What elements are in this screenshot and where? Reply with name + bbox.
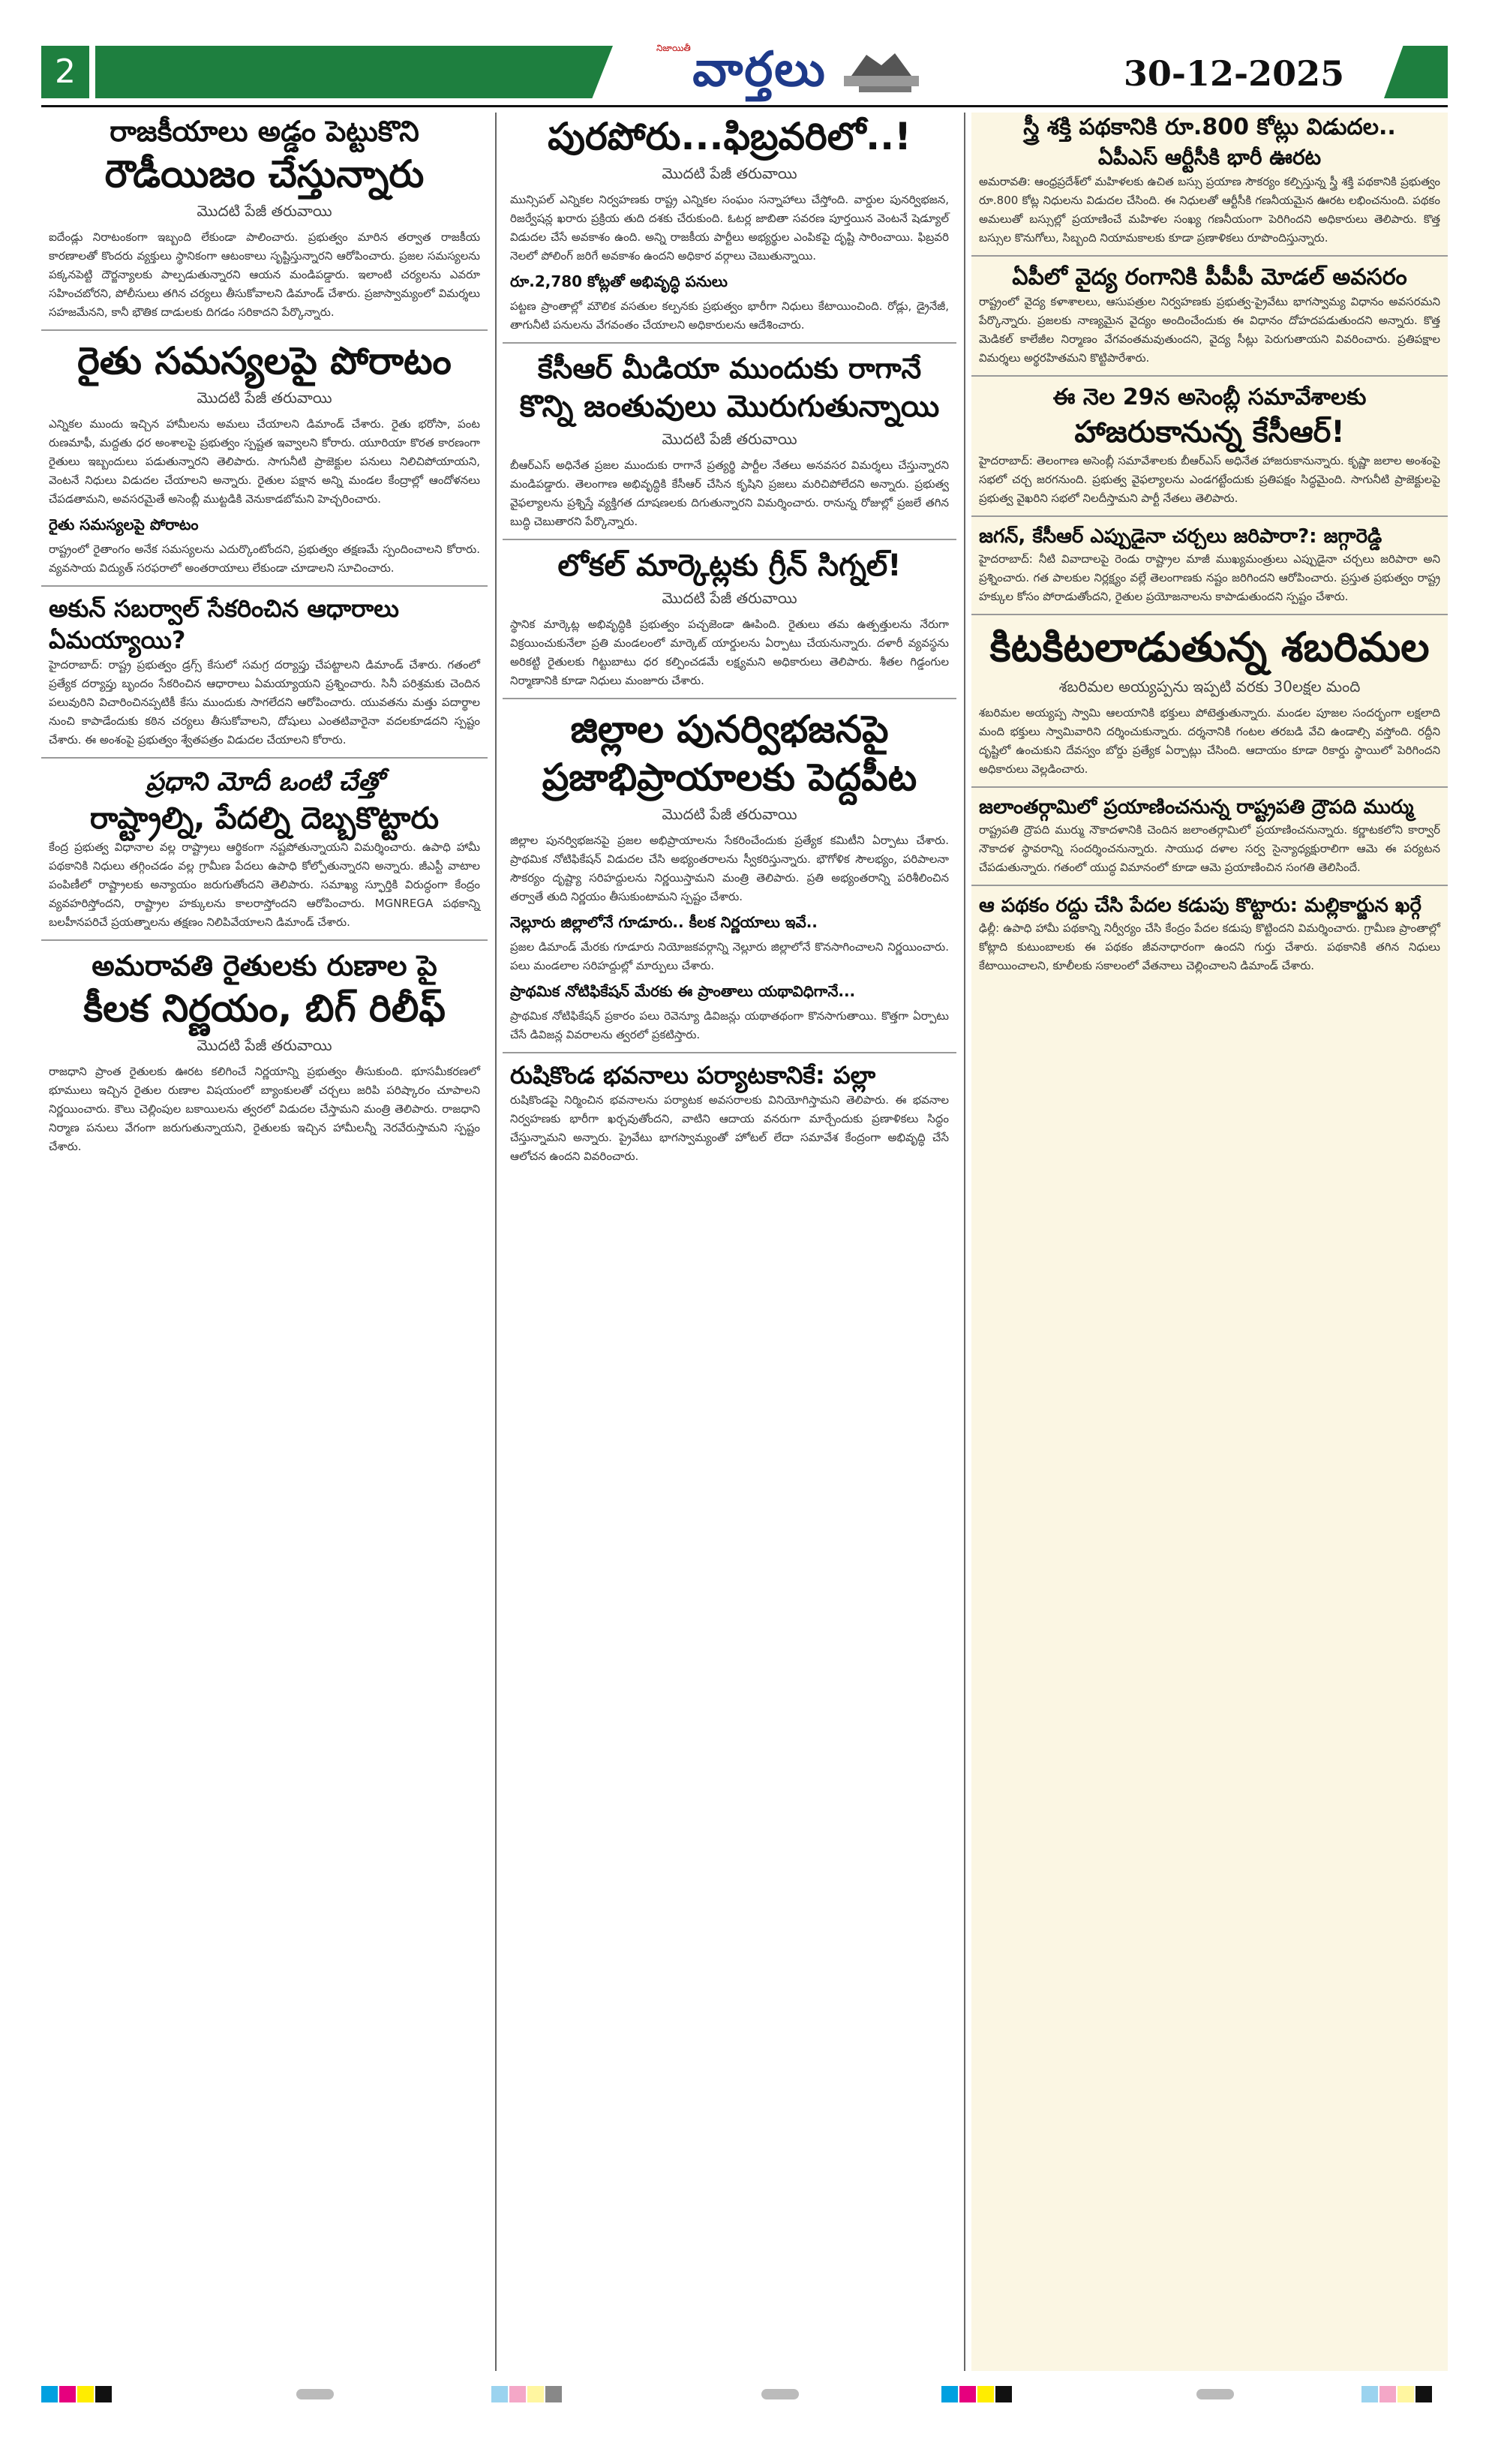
story-divider	[41, 329, 488, 331]
article-kcr-media	[503, 350, 956, 531]
article-headline: రైతు సమస్యలపై పోరాటం	[77, 339, 452, 383]
article-headline: లోకల్ మార్కెట్లకు గ్రీన్ సిగ్నల్!	[557, 548, 902, 583]
article-akun-sabharwal	[41, 593, 488, 750]
column-divider	[495, 113, 497, 2371]
article-sabarimala	[971, 621, 1448, 779]
story-divider	[971, 786, 1448, 788]
color-swatch	[1361, 2386, 1378, 2402]
page-number: 2	[41, 46, 89, 98]
article-rowdyism	[41, 113, 488, 322]
story-divider	[971, 255, 1448, 257]
masthead-figure-icon	[836, 47, 926, 97]
article-rushikonda	[503, 1059, 956, 1166]
story-divider	[971, 614, 1448, 615]
article-body: మున్సిపల్ ఎన్నికల నిర్వహణకు రాష్ట్ర ఎన్నికల సంఘం సన్నాహాలు చేస్తోంది. వార్డుల పునర్విభజన, రిజర్వేషన్ల ఖరారు ప్రక్రియ తుది దశకు చేరుకుంది. ఓటర్ల జాబితా సవరణ పూర్తయిన వెంటనే షెడ్యూల్ విడుదల చేసే అవకాశం ఉంది. అన్ని రాజకీయ పార్టీలు అభ్యర్థుల ఎంపికపై దృష్టి సారించాయి. ఫిబ్రవరి నెలలో పోలింగ్ జరిగే అవకాశం ఉందని అధికార వర్గాలు చెబుతున్నాయి.	[510, 193, 949, 263]
column-middle	[503, 113, 956, 2371]
story-divider	[503, 1052, 956, 1053]
article-byline: మొదటి పేజీ తరువాయి	[197, 389, 332, 407]
article-byline: మొదటి పేజీ తరువాయి	[662, 805, 797, 823]
article-headline: రౌడీయిజం చేస్తున్నారు	[104, 152, 425, 196]
article-body: ఎన్నికల ముందు ఇచ్చిన హామీలను అమలు చేయాలని డిమాండ్ చేశారు. రైతు భరోసా, పంట రుణమాఫీ, మద్దతు ధర అంశాలపై ప్రభుత్వం స్పష్టత ఇవ్వాలని కోరారు. యూరియా కొరత కారణంగా రైతులు ఇబ్బందులు పడుతున్నారని తెలిపారు. సాగునీటి ప్రాజెక్టుల పనులు నిలిచిపోయాయని, వెంటనే నిధులు విడుదల చేయాలని అన్నారు. రైతుల పక్షాన అన్ని మండల కేంద్రాల్లో ఆందోళనలు చేపడతామని, అవసరమైతే అసెంబ్లీ ముట్టడికి వెనుకాడబోమని హెచ్చరించారు.	[49, 417, 480, 506]
article-byline: మొదటి పేజీ తరువాయి	[662, 589, 797, 607]
article-body: హైదరాబాద్: రాష్ట్ర ప్రభుత్వం డ్రగ్స్ కేసులో సమగ్ర దర్యాప్తు చేపట్టాలని డిమాండ్ చేశారు. గతంలో ప్రత్యేక దర్యాప్తు బృందం సేకరించిన ఆధారాలు ఏమయ్యాయని ప్రశ్నించారు. సినీ పరిశ్రమకు చెందిన పలువురిని విచారించినప్పటికీ కేసు ముందుకు సాగలేదని ఆరోపించారు. యువతను మత్తు పదార్థాల నుంచి కాపాడేందుకు కఠిన చర్యలు తీసుకోవాలని, దోషులు ఎంతటివారైనా వదలకూడదని స్పష్టం చేశారు. ఈ అంశంపై ప్రభుత్వం శ్వేతపత్రం విడుదల చేయాలని కోరారు.	[49, 658, 480, 747]
article-body: అమరావతి: ఆంధ్రప్రదేశ్‌లో మహిళలకు ఉచిత బస్సు ప్రయాణ సౌకర్యం కల్పిస్తున్న స్త్రీ శక్తి పథకానికి ప్రభుత్వం రూ.800 కోట్ల నిధులను విడుదల చేసింది. ఈ నిధులతో ఆర్టీసీకి గణనీయమైన ఊరట లభించనుంది. పథకం అమలుతో బస్సుల్లో ప్రయాణించే మహిళల సంఖ్య గణనీయంగా పెరిగిందని అధికారులు తెలిపారు. కొత్త బస్సుల కొనుగోలు, సిబ్బంది నియామకాలకు కూడా ప్రణాళికలు రూపొందిస్తున్నారు.	[979, 175, 1440, 245]
registration-mark	[1196, 2389, 1234, 2399]
color-swatch	[77, 2386, 94, 2402]
color-swatch	[941, 2386, 958, 2402]
article-headline-top: స్త్రీ శక్తి పథకానికి రూ.800 కోట్లు విడుదల..	[1023, 114, 1396, 140]
color-swatch	[59, 2386, 76, 2402]
story-divider	[41, 939, 488, 941]
issue-date: 30-12-2025	[1123, 53, 1345, 94]
article-farmers-fight	[41, 337, 488, 578]
column-divider	[964, 113, 965, 2371]
color-swatch	[545, 2386, 562, 2402]
article-body: రాష్ట్రపతి ద్రౌపది ముర్ము నౌకాదళానికి చెందిన జలాంతర్గామిలో ప్రయాణించనున్నారు. కర్ణాటకలోని కార్వార్ నౌకాదళ స్థావరాన్ని సందర్శించనున్నారు. సాయుధ దళాల సర్వ సైన్యాధ్యక్షురాలిగా ఆమె ఈ పర్యటన చేపడుతున్నారు. గతంలో యుద్ధ విమానంలో కూడా ఆమె ప్రయాణించిన సంగతి తెలిసిందే.	[979, 823, 1440, 874]
color-swatch	[1415, 2386, 1432, 2402]
story-divider	[971, 375, 1448, 377]
article-headline: రాష్ట్రాల్ని, పేదల్ని దెబ్బకొట్టారు	[89, 801, 440, 836]
color-swatch	[959, 2386, 976, 2402]
color-swatch	[977, 2386, 994, 2402]
article-byline: మొదటి పేజీ తరువాయి	[662, 164, 797, 182]
article-subhead-2: ప్రాథమిక నోటిఫికేషన్ మేరకు ఈ ప్రాంతాలు యథావిధిగానే...	[510, 982, 856, 1000]
color-swatch	[41, 2386, 58, 2402]
article-kcr-assembly	[971, 383, 1448, 508]
registration-mark	[761, 2389, 799, 2399]
article-byline: మొదటి పేజీ తరువాయి	[197, 202, 332, 220]
color-swatch	[527, 2386, 544, 2402]
article-modi-states	[41, 765, 488, 932]
article-body: ఢిల్లీ: ఉపాధి హామీ పథకాన్ని నిర్వీర్యం చేసి కేంద్రం పేదల కడుపు కొట్టిందని విమర్శించారు. గ్రామీణ ప్రాంతాల్లో కోట్లాది కుటుంబాలకు ఈ పథకం జీవనాధారంగా ఉందని గుర్తు చేశారు. పథకానికి తగిన నిధులు కేటాయించాలని, కూలీలకు సకాలంలో వేతనాలు చెల్లించాలని డిమాండ్ చేశారు.	[979, 921, 1440, 972]
header-rule	[41, 105, 1448, 107]
article-ppp-medical	[971, 263, 1448, 368]
article-stree-shakti	[971, 113, 1448, 248]
article-body: కేంద్ర ప్రభుత్వ విధానాల వల్ల రాష్ట్రాలు ఆర్థికంగా నష్టపోతున్నాయని విమర్శించారు. ఉపాధి హామీ పథకానికి నిధులు తగ్గించడం వల్ల గ్రామీణ పేదలు ఉపాధి కోల్పోతున్నారని అన్నారు. జీఎస్టీ వాటాల పంపిణీలో రాష్ట్రాలకు అన్యాయం జరుగుతోందని తెలిపారు. సమాఖ్య స్ఫూర్తికి విరుద్ధంగా కేంద్రం వ్యవహరిస్తోందని, రాష్ట్రాల హక్కులను కాలరాస్తోందని ఆరోపించారు. MGNREGA పథకాన్ని బలహీనపరిచే ప్రయత్నాలను తక్షణం నిలిపివేయాలని డిమాండ్ చేశారు.	[49, 840, 480, 929]
story-divider	[971, 515, 1448, 517]
story-divider	[41, 757, 488, 759]
article-headline: రుషికొండ భవనాలు పర్యాటకానికే: పల్లా	[510, 1061, 876, 1089]
color-swatch	[995, 2386, 1012, 2402]
article-body: హైదరాబాద్: నీటి వివాదాలపై రెండు రాష్ట్రాల మాజీ ముఖ్యమంత్రులు ఎప్పుడైనా చర్చలు జరిపారా అని ప్రశ్నించారు. గత పాలకుల నిర్లక్ష్యం వల్లే తెలంగాణకు నష్టం జరిగిందని ఆరోపించారు. ప్రస్తుత ప్రభుత్వం రాష్ట్ర హక్కుల కోసం పోరాడుతోందని, రైతుల ప్రయోజనాలను కాపాడుతుందని స్పష్టం చేశారు.	[979, 552, 1440, 603]
color-swatch	[95, 2386, 112, 2402]
article-subhead: రైతు సమస్యలపై పోరాటం	[49, 515, 199, 533]
article-local-markets	[503, 546, 956, 690]
color-swatch	[1379, 2386, 1396, 2402]
story-divider	[41, 585, 488, 587]
article-body: ఐదేండ్లు నిరాటంకంగా ఇబ్బంది లేకుండా పాలించారు. ప్రభుత్వం మారిన తర్వాత రాజకీయ కారణాలతో కొందరు వ్యక్తులు స్థానికంగా ఆటంకాలు సృష్టిస్తున్నారని ఆరోపించారు. ప్రజల సమస్యలను పక్కనపెట్టి దౌర్జన్యాలకు పాల్పడుతున్నారని ఆయన మండిపడ్డారు. ఇలాంటి చర్యలను ఎవరూ సహించబోరని, పోలీసులు తగిన చర్యలు తీసుకోవాలని డిమాండ్ చేశారు. ప్రజాస్వామ్యంలో విమర్శలు సహజమేనని, కానీ భౌతిక దాడులకు దిగడం సరికాదని పేర్కొన్నారు.	[49, 230, 480, 319]
header-green-bar	[95, 46, 613, 98]
article-headline: జగన్, కేసీఆర్ ఎప్పుడైనా చర్చలు జరిపారా?: జగ్గారెడ్డి	[979, 525, 1382, 548]
article-body: శబరిమల అయ్యప్ప స్వామి ఆలయానికి భక్తులు పోటెత్తుతున్నారు. మండల పూజల సందర్భంగా లక్షలాది మంది భక్తులు స్వామివారిని దర్శించుకున్నారు. దర్శనానికి గంటల తరబడి వేచి ఉండాల్సి వస్తోంది. రద్దీని దృష్టిలో ఉంచుకుని దేవస్వం బోర్డు ప్రత్యేక ఏర్పాట్లు చేసింది. ఆదాయం కూడా రికార్డు స్థాయిలో పెరిగిందని అధికారులు వెల్లడించారు.	[979, 706, 1440, 776]
article-president-submarine	[971, 794, 1448, 877]
article-headline: పురపోరు...ఫిబ్రవరిలో..!	[548, 115, 911, 158]
article-headline: అకున్ సబర్వాల్ సేకరించిన ఆధారాలు ఏమయ్యాయి?	[49, 594, 399, 654]
color-swatch	[1397, 2386, 1414, 2402]
article-headline: కొన్ని జంతువులు మొరుగుతున్నాయి	[519, 389, 940, 424]
article-headline: ప్రజాభిప్రాయాలకు పెద్దపీట	[542, 756, 917, 799]
color-swatch	[491, 2386, 508, 2402]
masthead-header	[41, 41, 1448, 101]
header-green-stripe	[1384, 46, 1448, 98]
article-headline-top: ప్రధాని మోదీ ఒంటి చేత్తో	[146, 767, 383, 797]
article-body: బీఆర్ఎస్ అధినేత ప్రజల ముందుకు రాగానే ప్రత్యర్థి పార్టీల నేతలు అనవసర విమర్శలు చేస్తున్నారని మండిపడ్డారు. తెలంగాణ అభివృద్ధికి కేసీఆర్ చేసిన కృషిని ప్రజలు మరిచిపోలేదని అన్నారు. ప్రభుత్వ వైఫల్యాలను ప్రశ్నిస్తే వ్యక్తిగత దూషణలకు దిగుతున్నారని విమర్శించారు. రానున్న రోజుల్లో ప్రజలే తగిన బుద్ధి చెబుతారని పేర్కొన్నారు.	[510, 458, 949, 528]
article-headline-top: అమరావతి రైతులకు రుణాల పై	[92, 949, 437, 982]
article-district-reorganization	[503, 705, 956, 1044]
article-body-continued: పట్టణ ప్రాంతాల్లో మౌలిక వసతుల కల్పనకు ప్రభుత్వం భారీగా నిధులు కేటాయించింది. రోడ్లు, డ్రైనేజీ, తాగునీటి పనులను వేగవంతం చేయాలని అధికారులను ఆదేశించారు.	[510, 299, 949, 332]
article-headline: ఏపీలో వైద్య రంగానికి పీపీపీ మోడల్ అవసరం	[1012, 264, 1407, 290]
article-headline: కిటకిటలాడుతున్న శబరిమల	[989, 624, 1430, 671]
print-registration-strip	[41, 2386, 1448, 2408]
article-body-continued-2: ప్రాథమిక నోటిఫికేషన్ ప్రకారం పలు రెవెన్యూ డివిజన్లు యథాతథంగా కొనసాగుతాయి. కొత్తగా ఏర్పాటు చేసే డివిజన్ల వివరాలను త్వరలో ప్రకటిస్తారు.	[510, 1009, 949, 1041]
story-divider	[503, 342, 956, 344]
column-right	[971, 113, 1448, 2371]
article-headline: హాజరుకానున్న కేసీఆర్!	[1074, 415, 1345, 449]
masthead-tagline: నిజాయితీ	[656, 43, 691, 53]
story-divider	[503, 539, 956, 540]
article-body: రుషికొండపై నిర్మించిన భవనాలను పర్యాటక అవసరాలకు వినియోగిస్తామని తెలిపారు. ఈ భవనాల నిర్వహణకు భారీగా ఖర్చవుతోందని, వాటిని ఆదాయ వనరుగా మార్చేందుకు ప్రణాళికలు సిద్ధం చేస్తున్నామని అన్నారు. ప్రైవేటు భాగస్వామ్యంతో హోటల్ లేదా సమావేశ కేంద్రంగా అభివృద్ధి చేసే ఆలోచన ఉందని వివరించారు.	[510, 1093, 949, 1163]
article-subhead: నెల్లూరు జిల్లాలోనే గూడూరు.. కీలక నిర్ణయాలు ఇవే..	[510, 913, 818, 931]
article-jaggareddy	[971, 523, 1448, 606]
article-body: రాజధాని ప్రాంత రైతులకు ఊరట కలిగించే నిర్ణయాన్ని ప్రభుత్వం తీసుకుంది. భూసమీకరణలో భూములు ఇచ్చిన రైతుల రుణాల విషయంలో బ్యాంకులతో చర్చలు జరిపి పరిష్కారం చూపాలని నిర్ణయించారు. కౌలు చెల్లింపుల బకాయిలను త్వరలో విడుదల చేస్తామని మంత్రి తెలిపారు. రాజధాని నిర్మాణ పనులు వేగంగా జరుగుతున్నాయని, రైతులకు ఇచ్చిన హామీలన్నీ నెరవేరుస్తామని స్పష్టం చేశారు.	[49, 1065, 480, 1153]
article-headline-top: జిల్లాల పునర్విభజనపై	[570, 708, 889, 751]
newspaper-name: వార్తలు	[692, 41, 827, 98]
article-body-continued: ప్రజల డిమాండ్ మేరకు గూడూరు నియోజకవర్గాన్ని నెల్లూరు జిల్లాలోనే కొనసాగించాలని నిర్ణయించారు. పలు మండలాల సరిహద్దుల్లో మార్పులు చేశారు.	[510, 940, 949, 972]
article-headline-top: ఈ నెల 29న అసెంబ్లీ సమావేశాలకు	[1052, 384, 1367, 410]
article-body: జిల్లాల పునర్విభజనపై ప్రజల అభిప్రాయాలను సేకరించేందుకు ప్రత్యేక కమిటీని ఏర్పాటు చేశారు. ప్రాథమిక నోటిఫికేషన్ విడుదల చేసి అభ్యంతరాలను స్వీకరిస్తున్నారు. భౌగోళిక సౌలభ్యం, పరిపాలనా సౌకర్యం దృష్ట్యా సరిహద్దులను నిర్ణయిస్తామని మంత్రి తెలిపారు. ప్రతి అభ్యంతరాన్ని పరిశీలించిన తర్వాతే తుది నిర్ణయం తీసుకుంటామని స్పష్టం చేశారు.	[510, 834, 949, 903]
article-kharge	[971, 892, 1448, 975]
article-municipal-polls	[503, 113, 956, 335]
registration-mark	[296, 2389, 334, 2399]
article-body: హైదరాబాద్: తెలంగాణ అసెంబ్లీ సమావేశాలకు బీఆర్ఎస్ అధినేత హాజరుకానున్నారు. కృష్ణా జలాల అంశంపై సభలో చర్చ జరగనుంది. ప్రభుత్వ వైఫల్యాలను ఎండగట్టేందుకు ప్రతిపక్షం సిద్ధమైంది. సాగునీటి ప్రాజెక్టులపై ప్రభుత్వ వైఖరిని సభలో నిలదీస్తామని పార్టీ నేతలు తెలిపారు.	[979, 454, 1440, 505]
article-body: రాష్ట్రంలో వైద్య కళాశాలలు, ఆసుపత్రుల నిర్వహణకు ప్రభుత్వ-ప్రైవేటు భాగస్వామ్య విధానం అవసరమని పేర్కొన్నారు. ప్రజలకు నాణ్యమైన వైద్యం అందించేందుకు ఈ విధానం దోహదపడుతుందని అన్నారు. కొత్త మెడికల్ కాలేజీల నిర్మాణం వేగవంతమవుతుందని, వైద్య సీట్లు పెరుగుతాయని వివరించారు. ప్రతిపక్షాల విమర్శలు అర్థరహితమని కొట్టిపారేశారు.	[979, 295, 1440, 365]
article-headline-top: రాజకీయాలు అడ్డం పెట్టుకొని	[110, 115, 419, 148]
article-headline-top: కేసీఆర్ మీడియా ముందుకు రాగానే	[537, 352, 922, 385]
color-swatch	[509, 2386, 526, 2402]
article-headline: జలాంతర్గామిలో ప్రయాణించనున్న రాష్ట్రపతి ద్రౌపది ముర్ము	[979, 796, 1414, 819]
article-amaravati-farmers	[41, 947, 488, 1156]
article-headline: కీలక నిర్ణయం, బిగ్ రిలీఫ్	[83, 987, 446, 1030]
article-subhead: రూ.2,780 కోట్లతో అభివృద్ధి పనులు	[510, 272, 728, 290]
story-divider	[503, 698, 956, 699]
article-body-continued: రాష్ట్రంలో రైతాంగం అనేక సమస్యలను ఎదుర్కొంటోందని, ప్రభుత్వం తక్షణమే స్పందించాలని కోరారు. వ్యవసాయ విద్యుత్ సరఫరాలో అంతరాయాలు లేకుండా చూడాలని సూచించారు.	[49, 542, 480, 575]
story-divider	[971, 885, 1448, 886]
column-left	[41, 113, 488, 2371]
article-body: స్థానిక మార్కెట్ల అభివృద్ధికి ప్రభుత్వం పచ్చజెండా ఊపింది. రైతులు తమ ఉత్పత్తులను నేరుగా విక్రయించుకునేలా ప్రతి మండలంలో మార్కెట్ యార్డులను ఏర్పాటు చేయనున్నారు. దళారీ వ్యవస్థను అరికట్టి రైతులకు గిట్టుబాటు ధర కల్పించడమే లక్ష్యమని అధికారులు తెలిపారు. శీతల గిడ్డంగుల నిర్మాణానికి కూడా నిధులు మంజూరు చేశారు.	[510, 618, 949, 687]
article-headline-sub: శబరిమల అయ్యప్పను ఇప్పటి వరకు 30లక్షల మంది	[1058, 678, 1361, 696]
article-headline: ఆ పథకం రద్దు చేసి పేదల కడుపు కొట్టారు: మల్లికార్జున ఖర్గే	[979, 894, 1421, 917]
article-headline-sub: ఏపీఎస్ ఆర్టీసీకి భారీ ఊరట	[1097, 145, 1322, 170]
article-byline: మొదటి పేజీ తరువాయి	[197, 1036, 332, 1054]
article-byline: మొదటి పేజీ తరువాయి	[662, 430, 797, 448]
